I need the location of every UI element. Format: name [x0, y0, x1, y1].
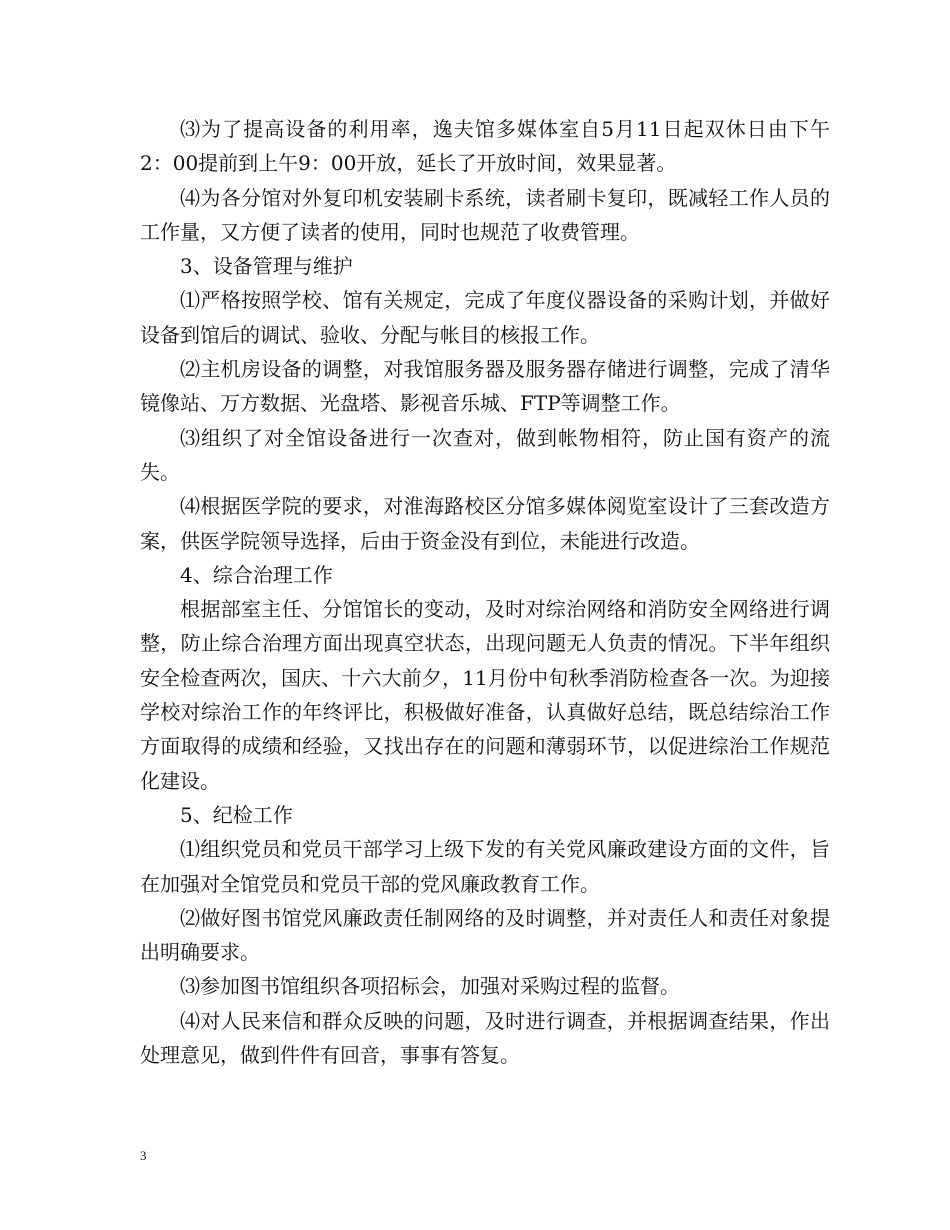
paragraph-equipment-utilization: ⑶为了提高设备的利用率，逸夫馆多媒体室自5月11日起双休日由下午2：00提前到上午9：00开放，延长了开放时间，效果显著。: [140, 117, 830, 176]
page-number: 3: [140, 1148, 147, 1163]
paragraph-public-feedback: ⑷对人民来信和群众反映的问题，及时进行调查，并根据调查结果，作出处理意见，做到件件有回音，事事有答复。: [140, 1008, 830, 1068]
paragraph-party-study: ⑴组织党员和党员干部学习上级下发的有关党风廉政建设方面的文件，旨在加强对全馆党员和党员干部的党风廉政教育工作。: [140, 837, 830, 896]
paragraph-safety-inspection: 根据部室主任、分馆馆长的变动，及时对综治网络和消防安全网络进行调整，防止综合治理方面出现真空状态，出现问题无人负责的情况。下半年组织安全检查两次，国庆、十六大前夕，11月份中旬秋季消防检查各一次。为迎接学校对综治工作的年终评比，积极做好准备，认真做好总结，既总结综治工作方面取得的成绩和经验，又找出存在的问题和薄弱环节，以促进综治工作规范化建设。: [140, 597, 830, 793]
paragraph-card-copy-system: ⑷为各分馆对外复印机安装刷卡系统，读者刷卡复印，既减轻工作人员的工作量，又方便了读者的使用，同时也规范了收费管理。: [140, 185, 830, 244]
section-heading-discipline-inspection: 5、纪检工作: [180, 802, 293, 827]
section-heading-equipment-management: 3、设备管理与维护: [180, 254, 353, 279]
paragraph-renovation-plan: ⑷根据医学院的要求，对淮海路校区分馆多媒体阅览室设计了三套改造方案，供医学院领导选择，后由于资金没有到位，未能进行改造。: [140, 494, 830, 553]
paragraph-bidding-supervision: ⑶参加图书馆组织各项招标会，加强对采购过程的监督。: [180, 974, 680, 999]
paragraph-server-room-adjustment: ⑵主机房设备的调整，对我馆服务器及服务器存储进行调整，完成了清华镜像站、万方数据、光盘塔、影视音乐城、FTP等调整工作。: [140, 357, 830, 416]
paragraph-procurement-plan: ⑴严格按照学校、馆有关规定，完成了年度仪器设备的采购计划，并做好设备到馆后的调试、验收、分配与帐目的核报工作。: [140, 288, 830, 347]
paragraph-responsibility-network: ⑵做好图书馆党风廉政责任制网络的及时调整，并对责任人和责任对象提出明确要求。: [140, 905, 830, 965]
section-heading-comprehensive-governance: 4、综合治理工作: [180, 562, 333, 587]
paragraph-asset-check: ⑶组织了对全馆设备进行一次查对，做到帐物相符，防止国有资产的流失。: [140, 425, 830, 484]
document-body: [140, 112, 830, 1072]
